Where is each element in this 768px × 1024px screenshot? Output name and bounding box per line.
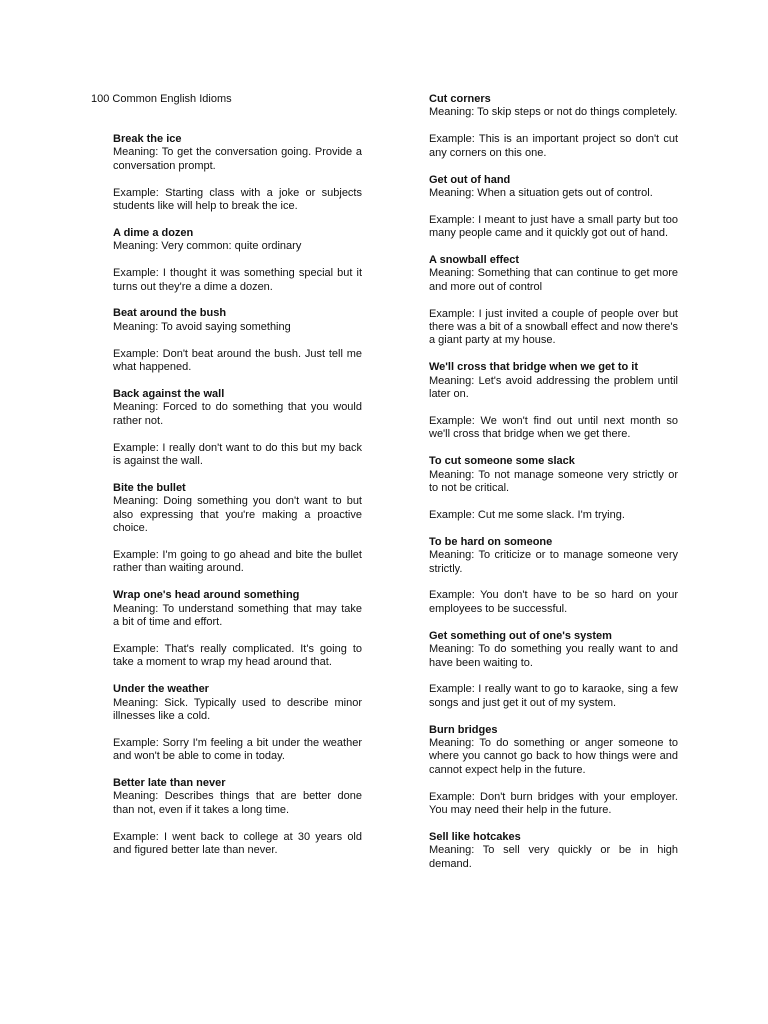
idiom-title: Beat around the bush <box>113 307 227 320</box>
idiom-example: Example: Don't beat around the bush. Just tell me what happened. <box>113 347 362 374</box>
idiom-title: A snowball effect <box>429 254 520 267</box>
idiom-entry <box>113 777 362 857</box>
idiom-example: Example: I'm going to go ahead and bite the bullet rather than waiting around. <box>113 548 362 575</box>
idiom-title: Cut corners <box>429 93 491 105</box>
idiom-meaning: Meaning: To skip steps or not do things completely. <box>429 106 678 119</box>
idiom-entry <box>429 254 678 348</box>
idiom-entry <box>113 589 362 669</box>
idiom-entry <box>429 455 678 522</box>
idiom-title: Sell like hotcakes <box>429 830 521 843</box>
idiom-title: Burn bridges <box>429 723 498 736</box>
page-title: 100 Common English Idioms <box>91 93 232 105</box>
idiom-entry <box>429 361 678 441</box>
idiom-meaning: Meaning: To criticize or to manage someone very strictly. <box>429 549 678 575</box>
idiom-meaning: Meaning: To get the conversation going. Provide a conversation prompt. <box>113 146 362 172</box>
idiom-example: Example: This is an important project so don't cut any corners on this one. <box>429 133 678 159</box>
idiom-title: Back against the wall <box>113 387 225 400</box>
idiom-title: Break the ice <box>113 133 182 145</box>
idiom-example: Example: Cut me some slack. I'm trying. <box>429 508 625 521</box>
idiom-meaning: Meaning: Something that can continue to get more and more out of control <box>429 267 678 293</box>
idiom-example: Example: That's really complicated. It's going to take a moment to wrap my head around that. <box>113 642 362 669</box>
idiom-example: Example: Starting class with a joke or subjects students like will help to break the ice. <box>113 186 362 213</box>
idiom-example: Example: Sorry I'm feeling a bit under the weather and won't be able to come in today. <box>113 736 362 763</box>
idiom-example: Example: We won't find out until next month so we'll cross that bridge when we get there. <box>429 414 678 441</box>
idiom-entry <box>429 831 678 871</box>
idiom-meaning: Meaning: Very common: quite ordinary <box>113 240 302 253</box>
idiom-entry <box>429 174 678 241</box>
idiom-example: Example: You don't have to be so hard on your employees to be successful. <box>429 589 678 615</box>
idiom-entry <box>113 482 362 576</box>
idiom-title: To cut someone some slack <box>429 455 575 468</box>
idiom-example: Example: I just invited a couple of people over but there was a bit of a snowball effect and now there's a giant party at my house. <box>429 307 678 347</box>
idiom-example: Example: I went back to college at 30 years old and figured better late than never. <box>113 830 362 857</box>
idiom-title: To be hard on someone <box>429 535 553 548</box>
idiom-meaning: Meaning: To sell very quickly or be in high demand. <box>429 844 678 870</box>
idiom-entry <box>113 388 362 468</box>
idiom-title: Better late than never <box>113 777 226 790</box>
idiom-meaning: Meaning: To avoid saying something <box>113 320 291 333</box>
idiom-entry <box>429 536 678 616</box>
idiom-meaning: Meaning: Doing something you don't want to but also expressing that you're making a proactive choice. <box>113 495 362 535</box>
idiom-example: Example: I thought it was something special but it turns out they're a dime a dozen. <box>113 267 362 293</box>
left-column <box>113 133 362 871</box>
idiom-title: We'll cross that bridge when we get to it <box>429 361 638 374</box>
idiom-entry <box>113 227 362 294</box>
idiom-title: Get out of hand <box>429 173 511 186</box>
idiom-meaning: Meaning: Sick. Typically used to describe minor illnesses like a cold. <box>113 696 362 722</box>
idiom-meaning: Meaning: To understand something that may take a bit of time and effort. <box>113 602 362 629</box>
idiom-title: Get something out of one's system <box>429 629 612 642</box>
idiom-meaning: Meaning: Let's avoid addressing the problem until later on. <box>429 374 678 401</box>
idiom-entry <box>113 683 362 763</box>
idiom-meaning: Meaning: To not manage someone very strictly or to not be critical. <box>429 468 678 495</box>
idiom-entry <box>429 630 678 710</box>
idiom-meaning: Meaning: Describes things that are better done than not, even if it takes a long time. <box>113 790 362 816</box>
idiom-meaning: Meaning: Forced to do something that you would rather not. <box>113 401 362 427</box>
idiom-meaning: Meaning: To do something or anger someone to where you cannot go back to how things were and cannot expect help in the future. <box>429 737 678 776</box>
idiom-example: Example: Don't burn bridges with your employer. You may need their help in the future. <box>429 790 678 817</box>
idiom-entry <box>429 724 678 818</box>
idiom-entry <box>429 93 678 160</box>
idiom-title: Under the weather <box>113 683 209 696</box>
idiom-example: Example: I really don't want to do this but my back is against the wall. <box>113 441 362 467</box>
idiom-example: Example: I meant to just have a small party but too many people came and it quickly got out of hand. <box>429 213 678 240</box>
idiom-example: Example: I really want to go to karaoke, sing a few songs and just get it out of my system. <box>429 683 678 709</box>
idiom-entry <box>113 307 362 374</box>
idiom-title: Bite the bullet <box>113 481 186 494</box>
idiom-title: A dime a dozen <box>113 226 194 239</box>
idiom-title: Wrap one's head around something <box>113 589 300 602</box>
idiom-meaning: Meaning: When a situation gets out of control. <box>429 186 653 199</box>
idiom-entry <box>113 133 362 213</box>
right-column <box>429 93 678 885</box>
idiom-meaning: Meaning: To do something you really want to and have been waiting to. <box>429 643 678 669</box>
